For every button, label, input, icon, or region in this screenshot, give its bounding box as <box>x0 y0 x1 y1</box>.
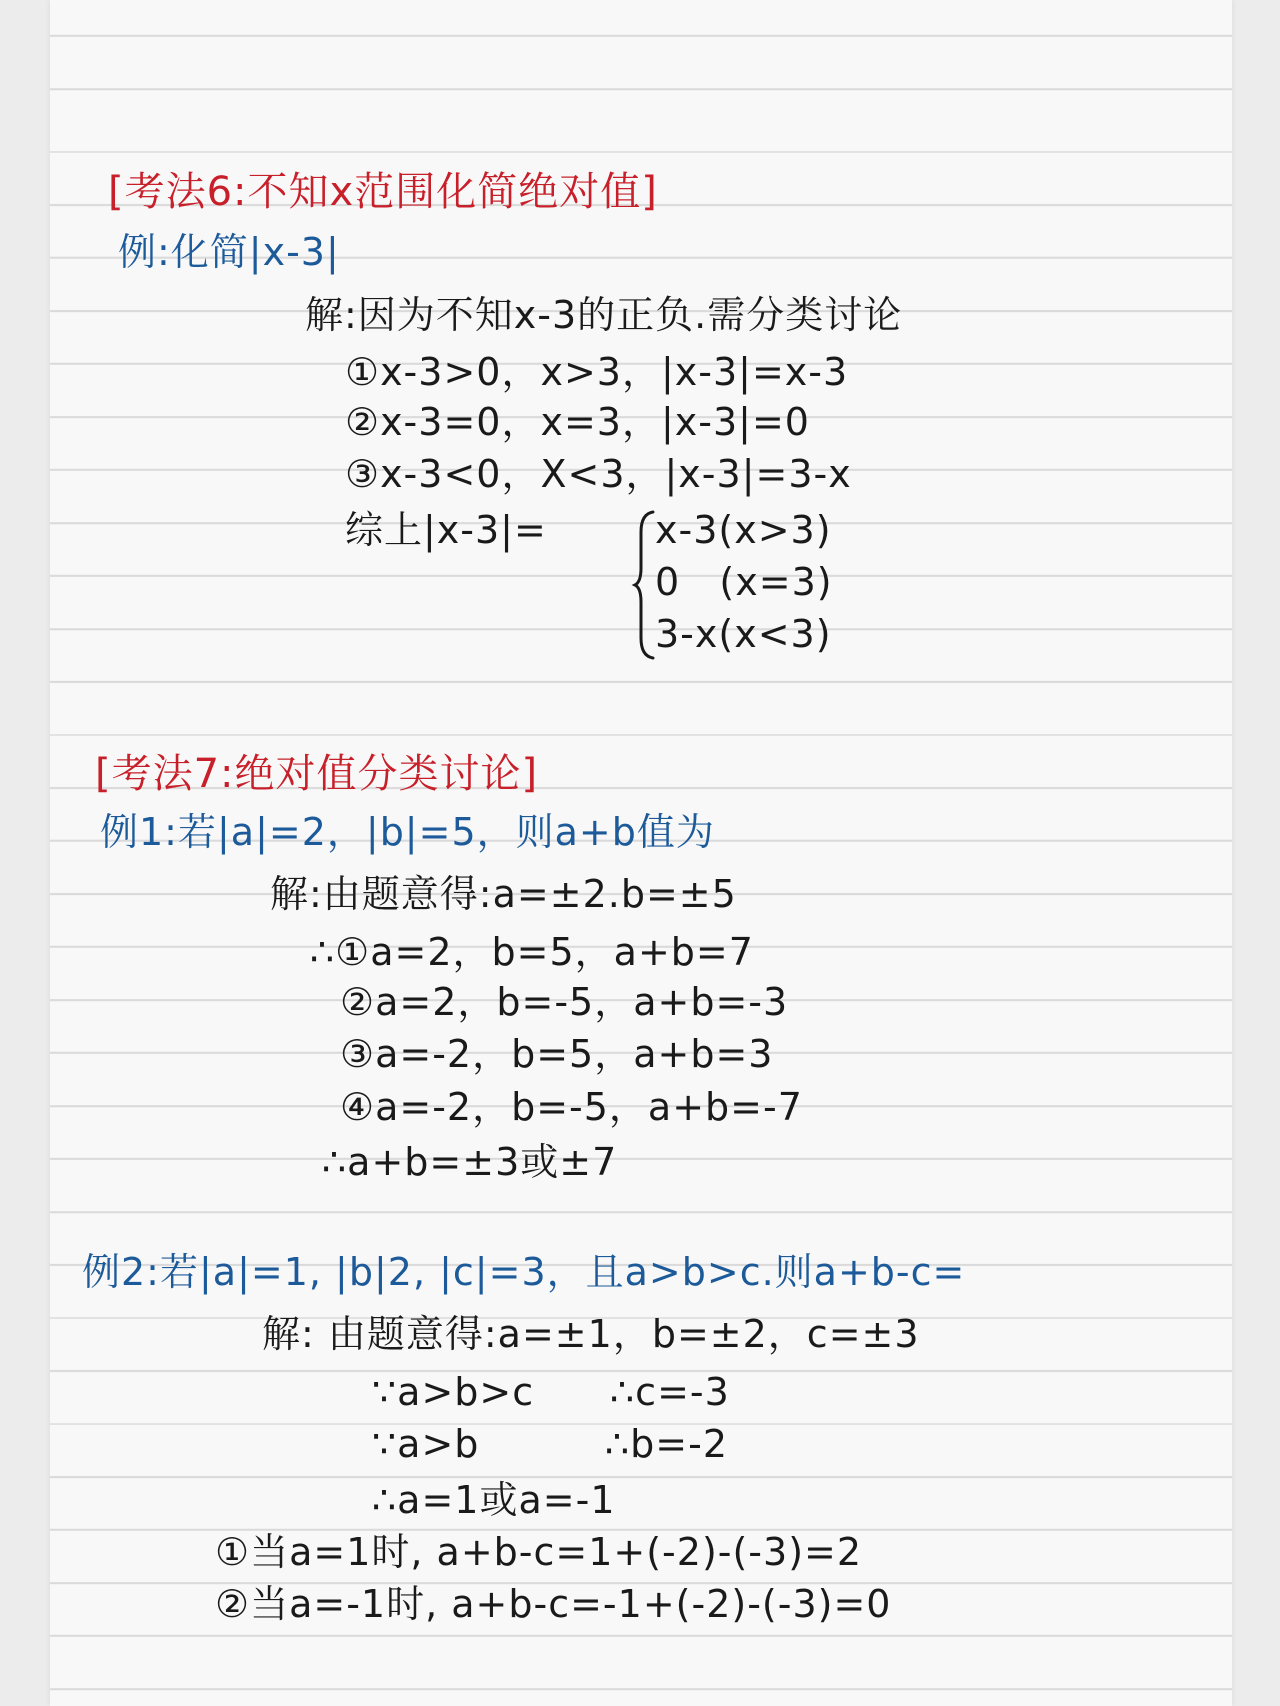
step-line: ∴a=1或a=-1 <box>372 1478 616 1522</box>
example-heading: 例:化简|x-3| <box>118 230 340 274</box>
summary-label: 综上|x-3|= <box>345 508 547 552</box>
case-line: ②当a=-1时, a+b-c=-1+(-2)-(-3)=0 <box>215 1582 892 1626</box>
case-line: ④a=-2，b=-5，a+b=-7 <box>340 1085 803 1129</box>
case-line: ②x-3=0，x=3，|x-3|=0 <box>345 400 810 444</box>
step-line: ∴b=-2 <box>605 1422 729 1466</box>
notebook-page <box>50 0 1232 1706</box>
case-line: ①x-3>0，x>3，|x-3|=x-3 <box>345 350 849 394</box>
solution-line: 解: 由题意得:a=±1，b=±2，c=±3 <box>262 1312 920 1356</box>
example-heading: 例1:若|a|=2，|b|=5，则a+b值为 <box>100 810 715 854</box>
example-heading: 例2:若|a|=1, |b|2, |c|=3，且a>b>c.则a+b-c= <box>82 1250 966 1294</box>
step-line: ∵a>b>c <box>372 1370 535 1414</box>
piecewise-row: x-3(x>3) <box>655 508 832 552</box>
case-line: ③a=-2，b=5，a+b=3 <box>340 1032 774 1076</box>
section-title-6: [考法6:不知x范围化简绝对值] <box>108 169 658 215</box>
case-line: ②a=2，b=-5，a+b=-3 <box>340 980 789 1024</box>
step-line: ∵a>b <box>372 1422 480 1466</box>
section-title-7: [考法7:绝对值分类讨论] <box>95 751 539 797</box>
piecewise-row: 3-x(x<3) <box>655 612 832 656</box>
case-line: ①当a=1时, a+b-c=1+(-2)-(-3)=2 <box>215 1530 863 1574</box>
piecewise-row: 0 (x=3) <box>655 560 833 604</box>
solution-line: 解:由题意得:a=±2.b=±5 <box>270 872 737 916</box>
step-line: ∴c=-3 <box>610 1370 730 1414</box>
curly-brace-icon <box>635 510 655 660</box>
case-line: ∴①a=2，b=5，a+b=7 <box>310 930 754 974</box>
conclusion-line: ∴a+b=±3或±7 <box>322 1140 618 1184</box>
solution-line: 解:因为不知x-3的正负.需分类讨论 <box>305 293 903 337</box>
case-line: ③x-3<0，X<3，|x-3|=3-x <box>345 452 852 496</box>
